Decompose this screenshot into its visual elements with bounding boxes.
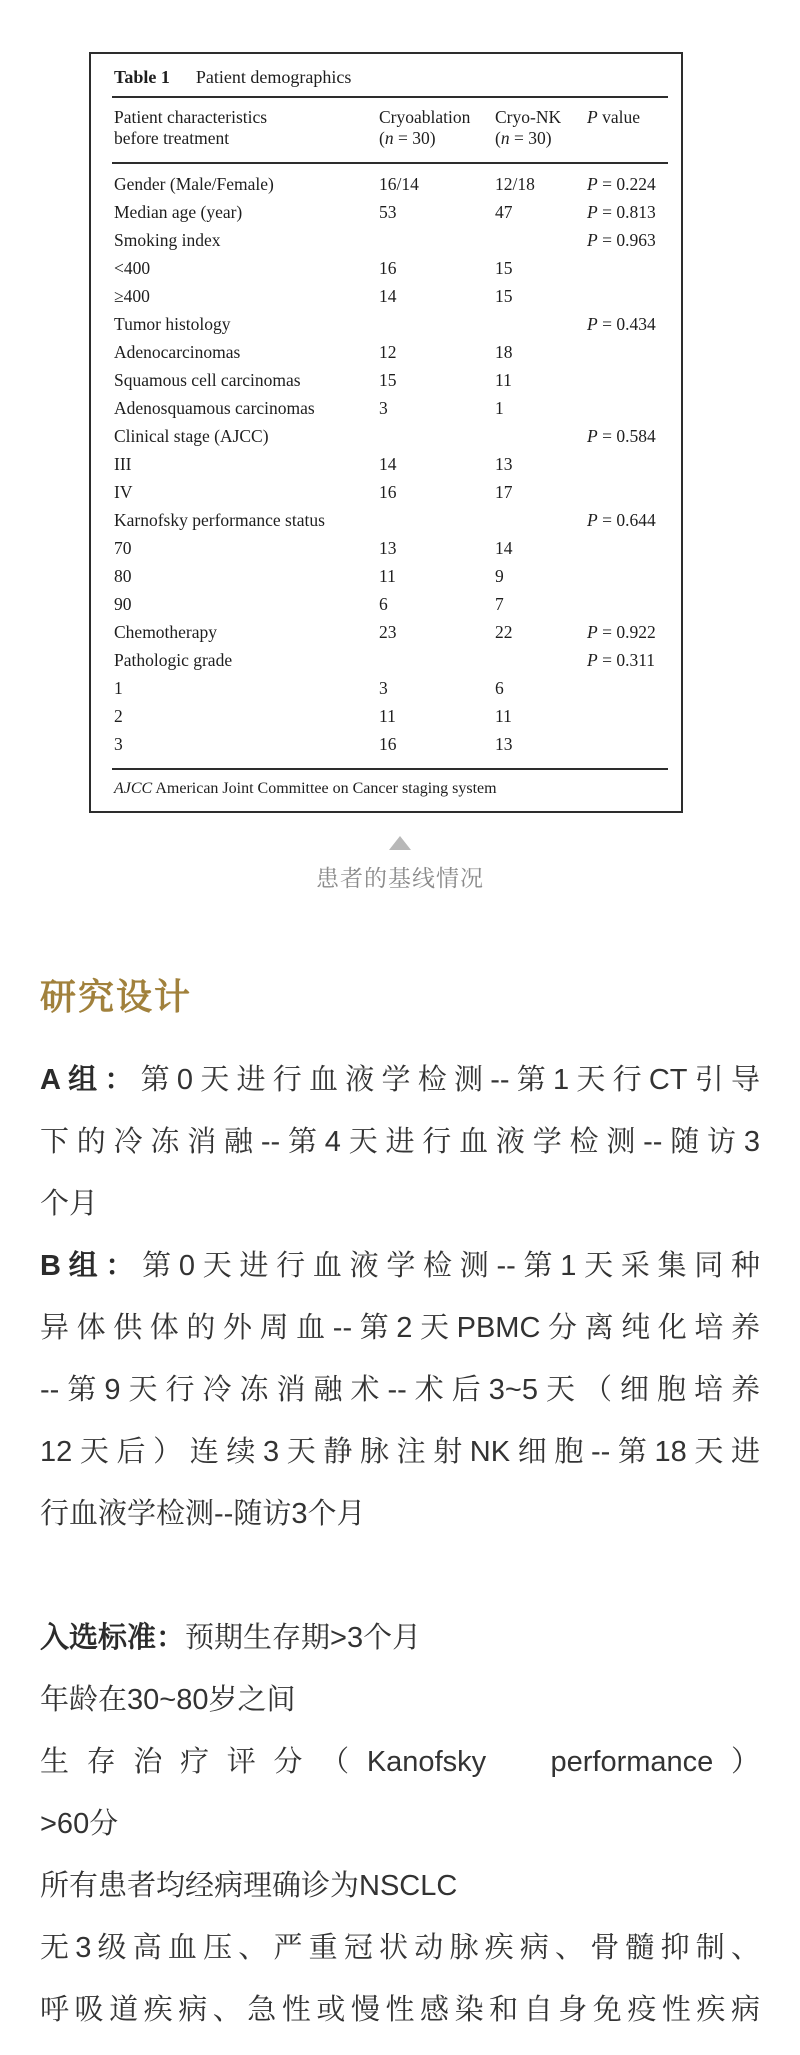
- header-line: Cryoablation: [379, 107, 471, 127]
- table-cell: 16/14: [379, 174, 419, 194]
- text-line: [40, 1607, 760, 1669]
- table-cell: P = 0.224: [587, 174, 656, 194]
- table-cell: P = 0.644: [587, 510, 656, 530]
- text-line: 行血液学检测--随访3个月: [40, 1498, 366, 1530]
- table-row: [91, 506, 681, 534]
- text-line: --第9天行冷冻消融术--术后3~5天（细胞培养: [40, 1374, 760, 1406]
- header-line: before treatment: [114, 128, 230, 148]
- table-cell: 1: [495, 398, 504, 418]
- study-design-paragraphs: [40, 1049, 760, 1545]
- table-cell: 13: [495, 734, 513, 754]
- table-cell: P = 0.434: [587, 314, 656, 334]
- table-row: [91, 366, 681, 394]
- table-cell: 18: [495, 342, 513, 362]
- figure-caption: [0, 836, 800, 891]
- text-line: >60分: [40, 1808, 119, 1840]
- table-cell: 47: [495, 202, 513, 222]
- table-cell: [495, 422, 587, 450]
- table-cell: 15: [379, 370, 397, 390]
- table-cell: [379, 226, 495, 254]
- table-cell: Pathologic grade: [114, 650, 233, 670]
- table-row: [91, 226, 681, 254]
- header-line: Cryo-NK: [495, 107, 562, 127]
- header-line: (n = 30): [495, 128, 552, 148]
- table-cell: 9: [495, 566, 504, 586]
- table-cell: [587, 562, 681, 590]
- table-row: [91, 478, 681, 506]
- criteria-first-line: 预期生存期>3个月: [185, 1622, 422, 1654]
- table-footnote: [91, 770, 681, 811]
- text-line: 异体供体的外周血--第2天PBMC分离纯化培养: [40, 1312, 760, 1344]
- table-cell: [587, 254, 681, 282]
- table-cell: 53: [379, 202, 397, 222]
- table-title-text: Patient demographics: [195, 67, 352, 87]
- table-cell: [587, 338, 681, 366]
- table-cell: 80: [114, 566, 132, 586]
- column-header-characteristics: [114, 107, 379, 149]
- table-cell: 3: [114, 734, 123, 754]
- table-cell: [587, 730, 681, 758]
- text-line: 呼吸道疾病、急性或慢性感染和自身免疫性疾病: [40, 1994, 760, 2026]
- table-cell: [495, 226, 587, 254]
- table-row: [91, 394, 681, 422]
- table-row: [91, 254, 681, 282]
- table-cell: 2: [114, 706, 123, 726]
- table-cell: 70: [114, 538, 132, 558]
- table-cell: 6: [379, 594, 388, 614]
- header-line: (n = 30): [379, 128, 436, 148]
- table-cell: [587, 534, 681, 562]
- table-cell: [587, 674, 681, 702]
- table-row: [91, 730, 681, 758]
- column-header-cryo-nk: [495, 107, 587, 149]
- text-line: 年龄在30~80岁之间: [40, 1684, 296, 1716]
- table-number: Table 1: [114, 67, 170, 87]
- table-row: [91, 198, 681, 226]
- group-b-first-line: 第0天进行血液学检测--第1天采集同种: [142, 1250, 760, 1282]
- table-title: [91, 54, 681, 96]
- table-cell: 3: [379, 678, 388, 698]
- footnote-abbrev: AJCC: [114, 780, 153, 797]
- table-cell: 15: [495, 258, 513, 278]
- figure-caption-text: 患者的基线情况: [316, 865, 484, 891]
- table-cell: [495, 310, 587, 338]
- header-line: Patient characteristics: [114, 107, 268, 127]
- table-cell: [587, 702, 681, 730]
- table-cell: 12/18: [495, 174, 535, 194]
- table-cell: 23: [379, 622, 397, 642]
- column-header-p-value: P value: [587, 107, 640, 127]
- table-cell: [587, 478, 681, 506]
- table-row: [91, 310, 681, 338]
- table-cell: [587, 450, 681, 478]
- table-cell: ≥400: [114, 286, 150, 306]
- table-cell: P = 0.584: [587, 426, 656, 446]
- table-cell: Chemotherapy: [114, 622, 218, 642]
- table-row: [91, 590, 681, 618]
- group-a-first-line: 第0天进行血液学检测--第1天行CT引导: [140, 1064, 760, 1096]
- table-cell: [379, 310, 495, 338]
- text-line: 个月: [40, 1188, 99, 1220]
- table-row: [91, 338, 681, 366]
- table-cell: [587, 366, 681, 394]
- table-cell: [379, 422, 495, 450]
- table-cell: P = 0.922: [587, 622, 656, 642]
- criteria-label: 入选标准：: [40, 1622, 186, 1654]
- table-cell: <400: [114, 258, 151, 278]
- table-cell: Smoking index: [114, 230, 221, 250]
- table-cell: 90: [114, 594, 132, 614]
- table-row: [91, 618, 681, 646]
- table-header-row: [91, 98, 681, 162]
- table-cell: 1: [114, 678, 123, 698]
- text-line: [40, 1049, 760, 1111]
- table-cell: IV: [114, 482, 133, 502]
- inclusion-criteria-paragraph: [40, 1607, 760, 2041]
- table-cell: 22: [495, 622, 513, 642]
- table-cell: 7: [495, 594, 504, 614]
- table-row: [91, 422, 681, 450]
- table-row: [91, 562, 681, 590]
- text-line: [40, 1235, 760, 1297]
- table-cell: 11: [379, 566, 396, 586]
- table-cell: 13: [379, 538, 397, 558]
- table-cell: 11: [495, 370, 512, 390]
- table-cell: [495, 646, 587, 674]
- group-a-lines: [40, 1111, 760, 1235]
- table-cell: [379, 646, 495, 674]
- text-line: 12天后）连续3天静脉注射NK细胞--第18天进: [40, 1436, 760, 1468]
- table-cell: 16: [379, 482, 397, 502]
- table-cell: Squamous cell carcinomas: [114, 370, 301, 390]
- footnote-text: American Joint Committee on Cancer staging system: [152, 780, 497, 797]
- table-cell: 14: [495, 538, 513, 558]
- table-row: [91, 702, 681, 730]
- table-cell: [495, 506, 587, 534]
- table-cell: 14: [379, 286, 397, 306]
- table-cell: 6: [495, 678, 504, 698]
- text-line: 所有患者均经病理确诊为NSCLC: [40, 1870, 458, 1902]
- table-cell: 17: [495, 482, 513, 502]
- table-row: [91, 646, 681, 674]
- table-row: [91, 282, 681, 310]
- group-a-label: A组：: [40, 1064, 141, 1096]
- table-cell: Gender (Male/Female): [114, 174, 274, 194]
- table-row: [91, 674, 681, 702]
- table-cell: Median age (year): [114, 202, 243, 222]
- table-body: [91, 164, 681, 768]
- text-line: 生存治疗评分（Kanofsky performance）: [40, 1746, 760, 1778]
- table-cell: 16: [379, 734, 397, 754]
- table-cell: 13: [495, 454, 513, 474]
- collapse-triangle-icon[interactable]: [389, 836, 411, 850]
- table-cell: P = 0.963: [587, 230, 656, 250]
- text-line: 下的冷冻消融--第4天进行血液学检测--随访3: [40, 1126, 760, 1158]
- table-cell: 15: [495, 286, 513, 306]
- text-line: 无3级高血压、严重冠状动脉疾病、骨髓抑制、: [40, 1932, 760, 1964]
- table-row: [91, 170, 681, 198]
- table-cell: 3: [379, 398, 388, 418]
- group-b-label: B组：: [40, 1250, 143, 1282]
- table-cell: [587, 282, 681, 310]
- criteria-lines: [40, 1669, 760, 2041]
- group-b-lines: [40, 1297, 760, 1545]
- section-heading: 研究设计: [40, 977, 193, 1017]
- table-cell: Tumor histology: [114, 314, 231, 334]
- table-cell: Adenocarcinomas: [114, 342, 241, 362]
- table-cell: 16: [379, 258, 397, 278]
- table-figure-image[interactable]: [89, 52, 683, 813]
- table-cell: [379, 506, 495, 534]
- table-cell: 11: [379, 706, 396, 726]
- table-cell: Karnofsky performance status: [114, 510, 325, 530]
- table-cell: 11: [495, 706, 512, 726]
- table-cell: 12: [379, 342, 397, 362]
- table-cell: P = 0.311: [587, 650, 656, 670]
- table-cell: III: [114, 454, 132, 474]
- table-row: [91, 450, 681, 478]
- table-row: [91, 534, 681, 562]
- table-cell: 14: [379, 454, 397, 474]
- table-cell: P = 0.813: [587, 202, 656, 222]
- column-header-cryoablation: [379, 107, 495, 149]
- table-cell: Clinical stage (AJCC): [114, 426, 269, 446]
- table-cell: Adenosquamous carcinomas: [114, 398, 315, 418]
- table-cell: [587, 590, 681, 618]
- table-cell: [587, 394, 681, 422]
